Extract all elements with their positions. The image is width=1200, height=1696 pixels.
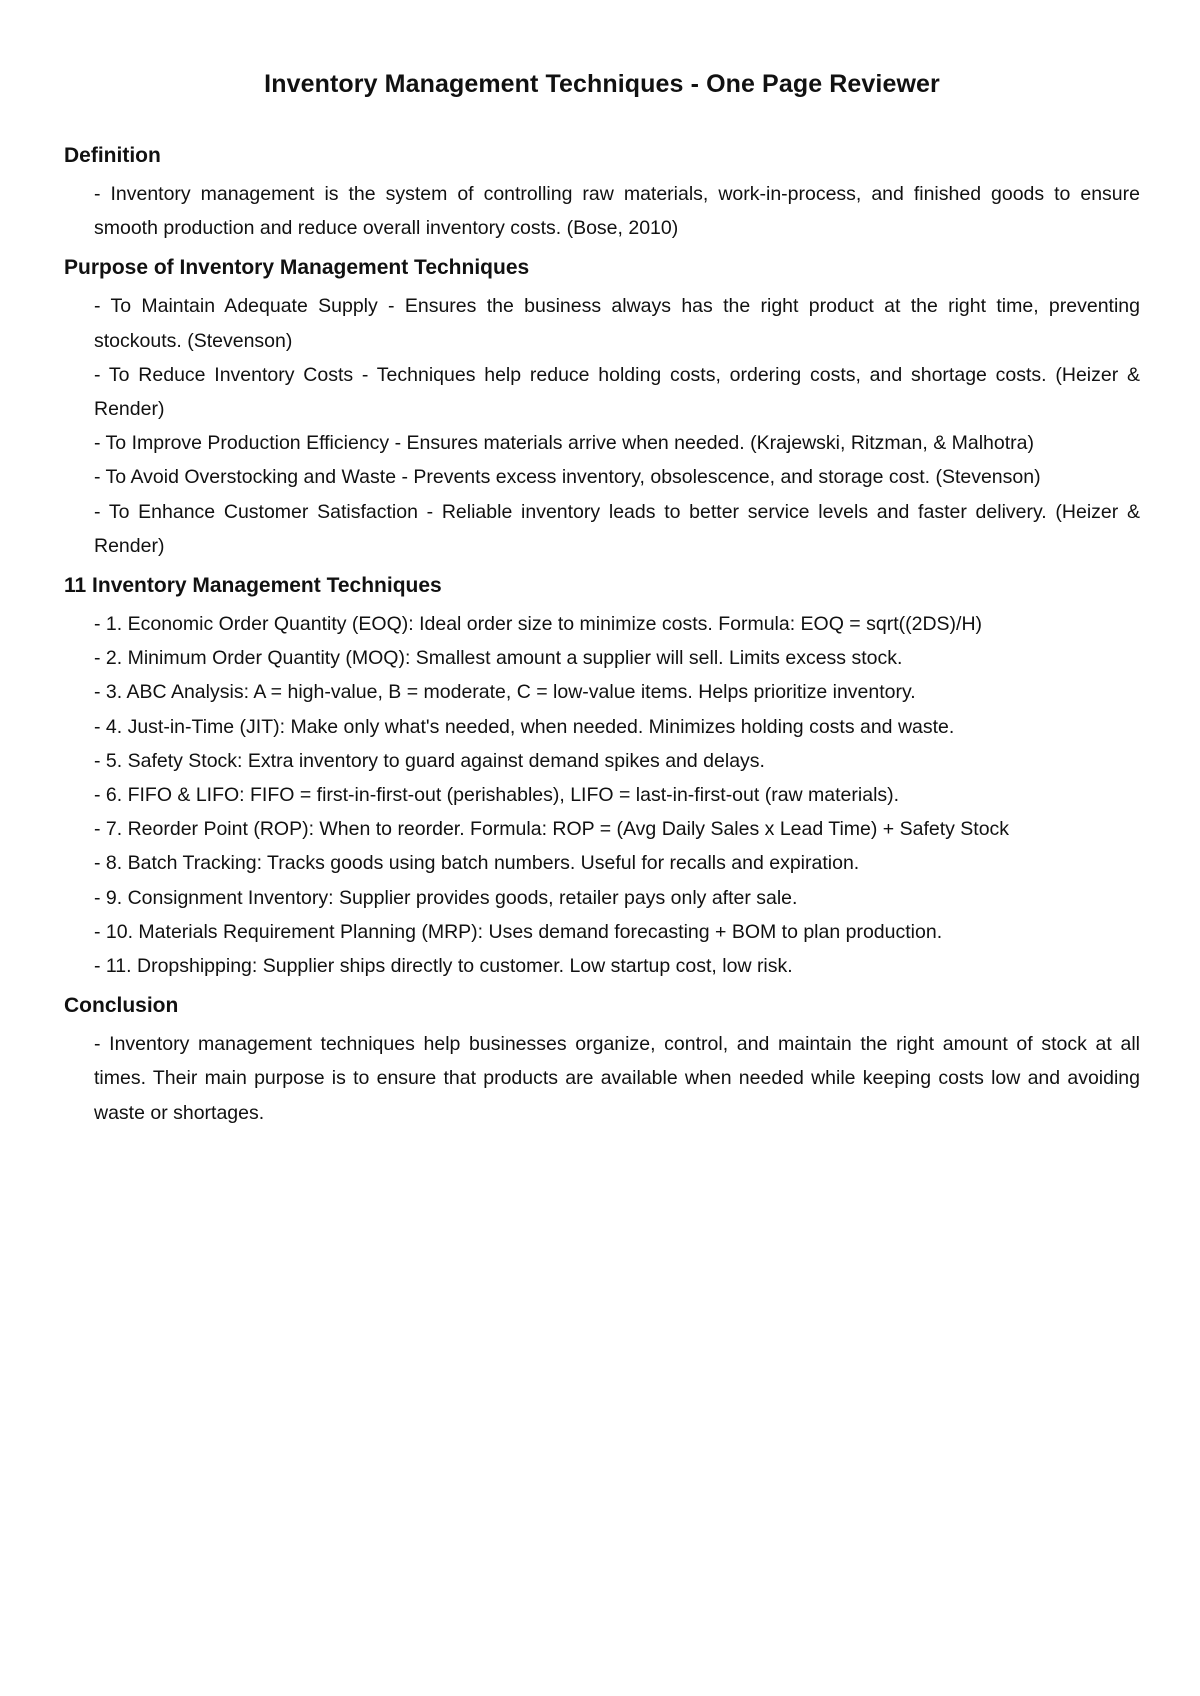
- definition-heading: Definition: [64, 144, 161, 167]
- technique-item: - 1. Economic Order Quantity (EOQ): Ideal order size to minimize costs. Formula: EOQ = sqrt((2DS)/H): [94, 613, 983, 636]
- conclusion-heading: Conclusion: [64, 994, 179, 1018]
- technique-item: - 6. FIFO & LIFO: FIFO = first-in-first-out (perishables), LIFO = last-in-first-out (raw materials).: [94, 784, 900, 807]
- definition-list: [64, 177, 1140, 245]
- technique-item: - 9. Consignment Inventory: Supplier provides goods, retailer pays only after sale.: [94, 886, 798, 909]
- purpose-item: - To Maintain Adequate Supply - Ensures the business always has the right product at the right time, preventing stockouts. (Stevenson): [94, 295, 1140, 352]
- techniques-list: [64, 607, 1140, 983]
- technique-item: - 3. ABC Analysis: A = high-value, B = moderate, C = low-value items. Helps prioritize inventory.: [94, 681, 916, 704]
- purpose-item: - To Enhance Customer Satisfaction - Reliable inventory leads to better service levels and faster delivery. (Heizer & Render): [94, 500, 1140, 557]
- technique-item: - 7. Reorder Point (ROP): When to reorder. Formula: ROP = (Avg Daily Sales x Lead Time) + Safety Stock: [94, 818, 1010, 841]
- technique-item: - 11. Dropshipping: Supplier ships directly to customer. Low startup cost, low risk.: [94, 955, 793, 978]
- definition-section: [64, 141, 1140, 245]
- page-title: Inventory Management Techniques - One Page Reviewer: [264, 70, 940, 98]
- purpose-list: [64, 289, 1140, 563]
- conclusion-item: - Inventory management techniques help businesses organize, control, and maintain the right amount of stock at all times. Their main purpose is to ensure that products are available when needed while keeping costs low and avoiding waste or shortages.: [94, 1033, 1140, 1124]
- techniques-heading: 11 Inventory Management Techniques: [64, 574, 442, 598]
- conclusion-section: [64, 991, 1140, 1130]
- technique-item: - 8. Batch Tracking: Tracks goods using batch numbers. Useful for recalls and expiration.: [94, 852, 860, 875]
- purpose-section: [64, 253, 1140, 563]
- purpose-item: - To Reduce Inventory Costs - Techniques help reduce holding costs, ordering costs, and shortage costs. (Heizer & Render): [94, 363, 1140, 421]
- definition-item: - Inventory management is the system of controlling raw materials, work-in-process, and finished goods to ensure smooth production and reduce overall inventory costs. (Bose, 2010): [94, 183, 1140, 240]
- purpose-item: - To Avoid Overstocking and Waste - Prevents excess inventory, obsolescence, and storage cost. (Stevenson): [94, 466, 1041, 489]
- technique-item: - 10. Materials Requirement Planning (MRP): Uses demand forecasting + BOM to plan production.: [94, 920, 943, 943]
- technique-item: - 4. Just-in-Time (JIT): Make only what's needed, when needed. Minimizes holding costs and waste.: [94, 715, 955, 738]
- conclusion-list: [64, 1027, 1140, 1130]
- technique-item: - 5. Safety Stock: Extra inventory to guard against demand spikes and delays.: [94, 749, 765, 772]
- technique-item: - 2. Minimum Order Quantity (MOQ): Smallest amount a supplier will sell. Limits excess stock.: [94, 647, 903, 670]
- techniques-section: [64, 571, 1140, 983]
- purpose-item: - To Improve Production Efficiency - Ensures materials arrive when needed. (Krajewski, Ritzman, & Malhotra): [94, 432, 1034, 455]
- purpose-heading: Purpose of Inventory Management Techniques: [64, 256, 530, 280]
